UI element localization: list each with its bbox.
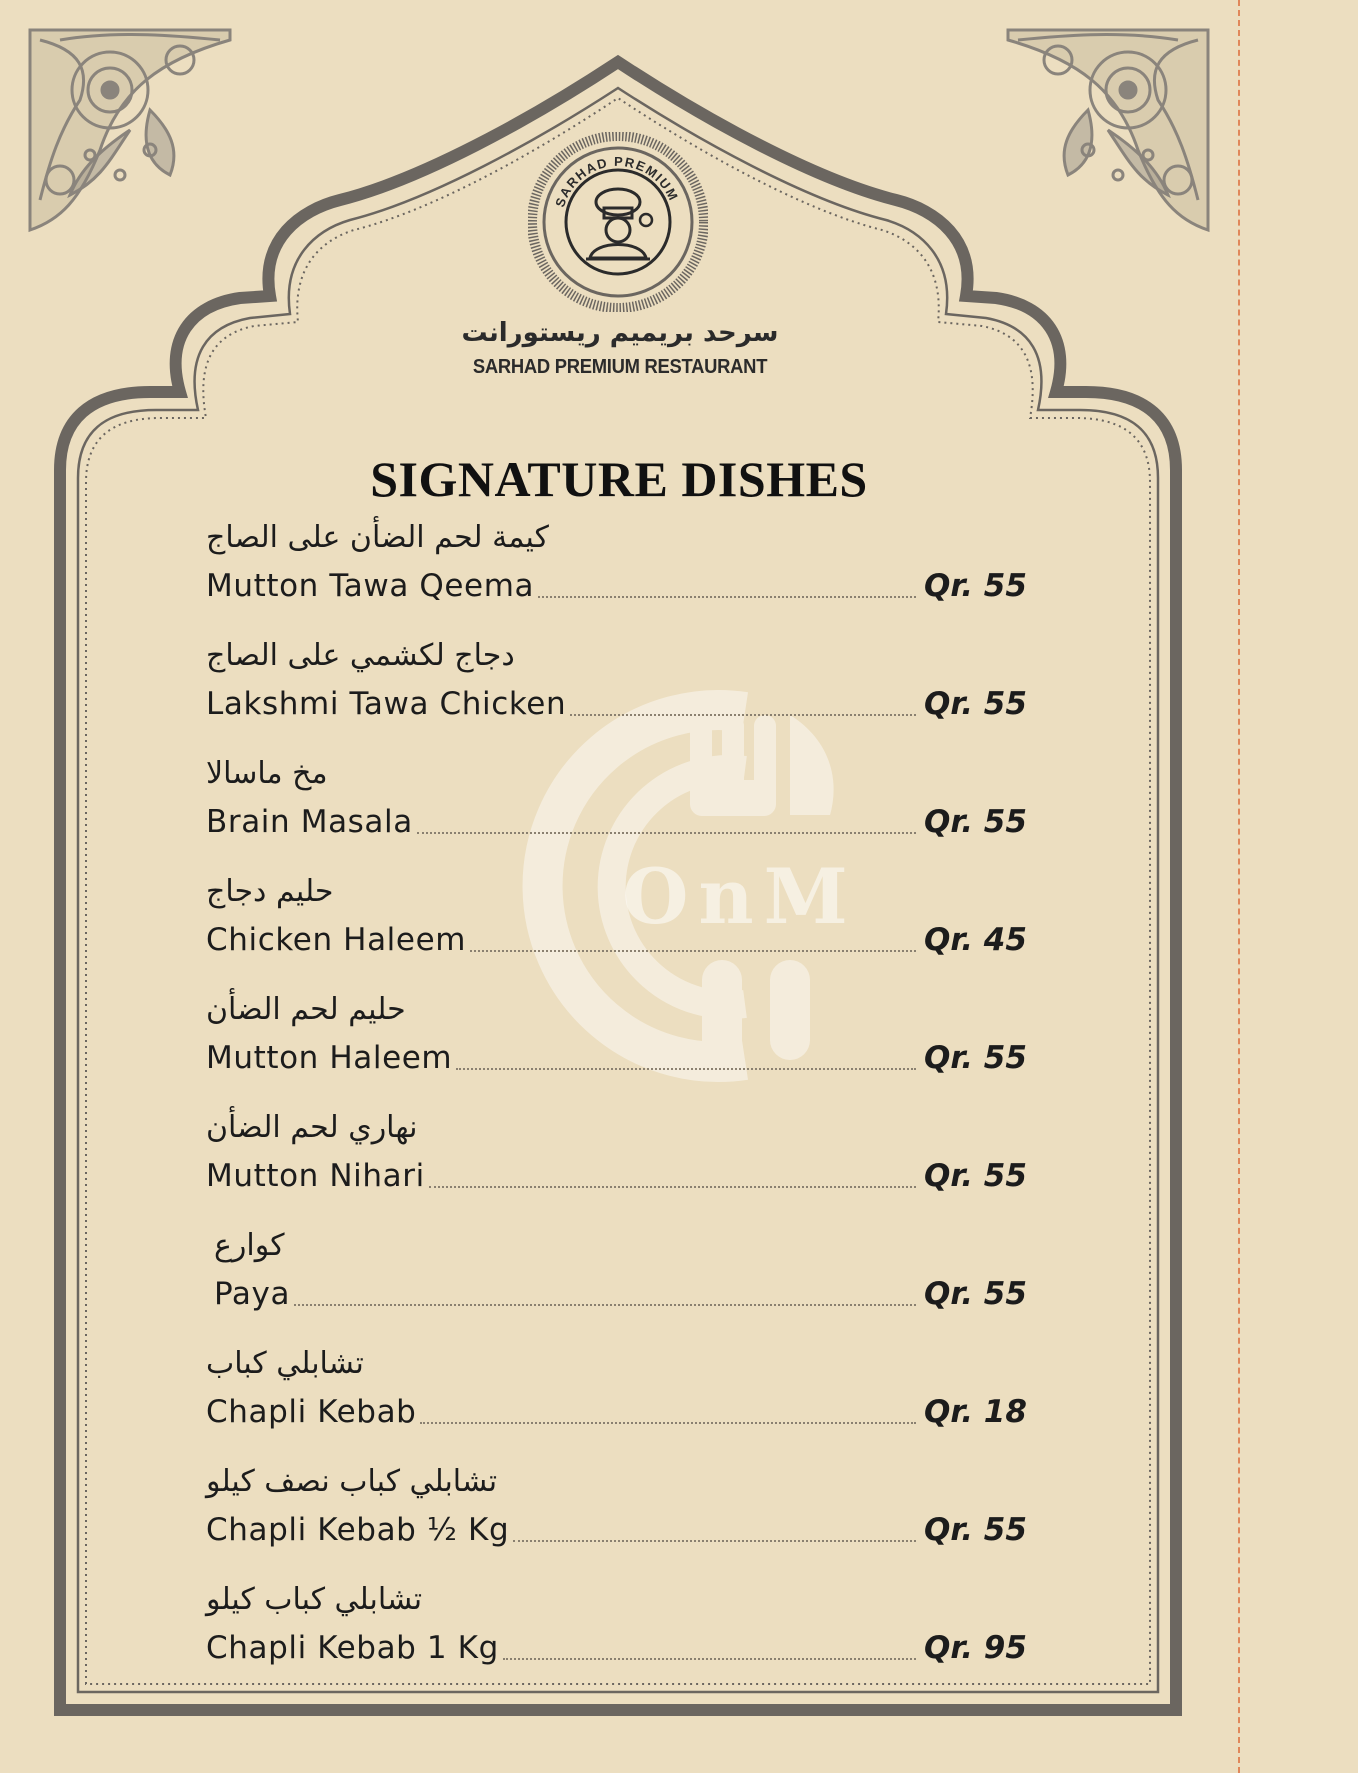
item-price: Qr. 95 [924,1630,1027,1666]
menu-item [206,992,1036,1110]
leader-dots [570,713,916,716]
restaurant-name-english: SARHAD PREMIUM RESTAURANT [472,356,768,378]
item-name-english: Paya [214,1276,291,1312]
seal-text: SARHAD PREMIUM [552,153,682,210]
item-name-english: Chicken Haleem [206,922,467,958]
menu-item [206,1110,1036,1228]
item-price: Qr. 55 [924,804,1027,840]
item-price: Qr. 55 [924,1158,1027,1194]
item-name-arabic: نهاري لحم الضأن [206,1110,418,1145]
item-price: Qr. 18 [924,1394,1027,1430]
item-name-arabic: حليم دجاج [206,874,334,909]
leader-dots [417,831,916,834]
item-price: Qr. 55 [924,1512,1027,1548]
menu-item [206,1228,1036,1346]
menu-item [206,638,1036,756]
item-name-arabic: حليم لحم الضأن [206,992,406,1027]
item-name-arabic: تشابلي كباب كيلو [206,1582,423,1617]
item-name-arabic: تشابلي كباب [206,1346,364,1381]
menu-item [206,874,1036,992]
item-name-arabic: مخ ماسالا [206,756,328,791]
ornament-left-icon [30,30,230,230]
item-name-english: Brain Masala [206,804,413,840]
leader-dots [513,1539,916,1542]
item-name-arabic: كوارع [214,1228,285,1263]
item-price: Qr. 45 [924,922,1027,958]
item-name-english: Chapli Kebab ½ Kg [206,1512,510,1548]
cut-guide-line [1238,0,1240,1773]
menu-item [206,1582,1036,1700]
leader-dots [429,1185,916,1188]
item-name-arabic: تشابلي كباب نصف كيلو [206,1464,498,1499]
item-price: Qr. 55 [924,686,1027,722]
item-price: Qr. 55 [924,1276,1027,1312]
menu-list [206,520,1036,1700]
restaurant-name-arabic: سرحد بريميم ريستورانت [461,318,779,348]
leader-dots [456,1067,916,1070]
watermark-text: OnM [622,852,858,941]
ornament-right-icon [1008,30,1208,230]
item-price: Qr. 55 [924,568,1027,604]
menu-title: SIGNATURE DISHES [370,451,868,507]
item-name-english: Mutton Tawa Qeema [206,568,535,604]
item-price: Qr. 55 [924,1040,1027,1076]
item-name-english: Mutton Nihari [206,1158,425,1194]
item-name-english: Chapli Kebab [206,1394,417,1430]
item-name-arabic: كيمة لحم الضأن على الصاج [206,520,549,555]
leader-dots [294,1303,916,1306]
item-name-english: Mutton Haleem [206,1040,453,1076]
leader-dots [470,949,916,952]
item-name-english: Lakshmi Tawa Chicken [206,686,567,722]
item-name-arabic: دجاج لكشمي على الصاج [206,638,515,673]
menu-item [206,1346,1036,1464]
leader-dots [538,595,916,598]
menu-item [206,520,1036,638]
menu-item [206,1464,1036,1582]
menu-item [206,756,1036,874]
leader-dots [420,1421,916,1424]
item-name-english: Chapli Kebab 1 Kg [206,1630,499,1666]
leader-dots [503,1657,916,1660]
restaurant-logo [528,132,708,312]
